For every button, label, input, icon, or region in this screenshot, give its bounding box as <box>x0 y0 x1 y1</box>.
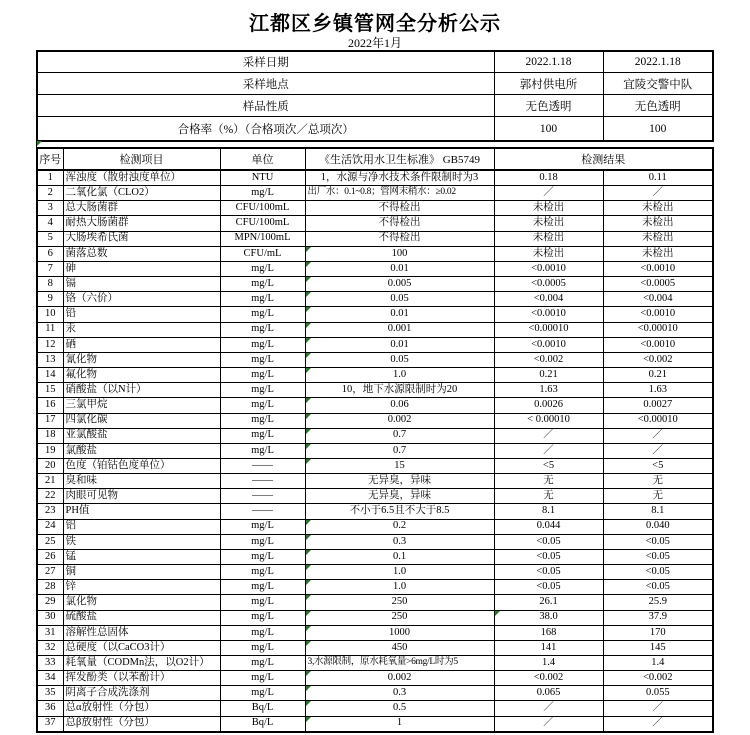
result-1: 1.4 <box>494 656 603 671</box>
item-name: 大肠埃希氏菌 <box>63 231 220 246</box>
result-1: 38.0 <box>494 610 603 625</box>
result-2: <0.05 <box>603 580 713 595</box>
item-name: 氯酸盐 <box>63 443 220 458</box>
header-result: 检测结果 <box>494 148 713 170</box>
sample-location-label: 采样地点 <box>37 73 494 95</box>
row-num: 25 <box>37 534 63 549</box>
header-unit: 单位 <box>220 148 305 170</box>
table-row <box>37 656 713 671</box>
result-2: <0.05 <box>603 534 713 549</box>
result-2: 0.040 <box>603 519 713 534</box>
item-name: 四氯化碳 <box>63 413 220 428</box>
table-row <box>37 610 713 625</box>
unit: mg/L <box>220 337 305 352</box>
unit: mg/L <box>220 565 305 580</box>
item-name: 菌落总数 <box>63 246 220 261</box>
unit: mg/L <box>220 428 305 443</box>
result-1: <0.05 <box>494 580 603 595</box>
standard: 1，水源与净水技术条件限制时为3 <box>305 170 494 186</box>
result-2: <0.0010 <box>603 261 713 276</box>
row-num: 1 <box>37 170 63 186</box>
standard: 15 <box>305 458 494 473</box>
item-name: 硫酸盐 <box>63 610 220 625</box>
result-1: 0.044 <box>494 519 603 534</box>
row-num: 34 <box>37 671 63 686</box>
standard: 0.01 <box>305 307 494 322</box>
row-num: 3 <box>37 201 63 216</box>
standard: 0.1 <box>305 549 494 564</box>
page-title: 江都区乡镇管网全分析公示 <box>249 13 501 35</box>
result-2: 未检出 <box>603 246 713 261</box>
result-2: <0.00010 <box>603 322 713 337</box>
table-row <box>37 595 713 610</box>
item-name: PH值 <box>63 504 220 519</box>
table-row <box>37 519 713 534</box>
sample-location-value-2: 宜陵交警中队 <box>603 73 713 95</box>
item-name: 二氧化氯（CLO2） <box>63 186 220 201</box>
unit: mg/L <box>220 368 305 383</box>
result-1: 未检出 <box>494 231 603 246</box>
unit: Bq/L <box>220 701 305 716</box>
unit: CFU/mL <box>220 246 305 261</box>
table-row <box>37 368 713 383</box>
table-row <box>37 489 713 504</box>
table-row <box>37 322 713 337</box>
result-2: ／ <box>603 428 713 443</box>
result-2: 170 <box>603 625 713 640</box>
sample-date-label: 采样日期 <box>37 51 494 73</box>
sample-property-value-1: 无色透明 <box>494 95 603 117</box>
result-1: <0.0005 <box>494 277 603 292</box>
standard: 出厂水：0.1~0.8；管网末稍水：≥0.02 <box>305 186 494 201</box>
report-month: 2022年1月 <box>347 36 402 50</box>
result-1: <0.05 <box>494 534 603 549</box>
row-num: 4 <box>37 216 63 231</box>
row-num: 14 <box>37 368 63 383</box>
result-1: 0.0026 <box>494 398 603 413</box>
result-2: 无 <box>603 474 713 489</box>
standard: 250 <box>305 595 494 610</box>
result-1: ／ <box>494 428 603 443</box>
result-2: <0.0005 <box>603 277 713 292</box>
item-name: 硝酸盐（以N计） <box>63 383 220 398</box>
standard: 100 <box>305 246 494 261</box>
item-name: 铬（六价） <box>63 292 220 307</box>
unit: MPN/100mL <box>220 231 305 246</box>
table-row <box>37 458 713 473</box>
table-row <box>37 277 713 292</box>
unit: mg/L <box>220 413 305 428</box>
table-row <box>37 246 713 261</box>
result-2: <0.00010 <box>603 413 713 428</box>
row-num: 32 <box>37 640 63 655</box>
table-row <box>37 443 713 458</box>
item-name: 阴离子合成洗涤剂 <box>63 686 220 701</box>
result-2: ／ <box>603 186 713 201</box>
result-2: 0.11 <box>603 170 713 186</box>
unit: mg/L <box>220 534 305 549</box>
item-name: 锌 <box>63 580 220 595</box>
unit: mg/L <box>220 307 305 322</box>
result-1: ／ <box>494 443 603 458</box>
standard: 450 <box>305 640 494 655</box>
unit: mg/L <box>220 261 305 276</box>
row-num: 15 <box>37 383 63 398</box>
standard: 3,水源限制，原水耗氧量>6mg/L时为5 <box>305 656 494 671</box>
result-1: <0.002 <box>494 671 603 686</box>
row-num: 20 <box>37 458 63 473</box>
result-1: 无 <box>494 489 603 504</box>
row-num: 35 <box>37 686 63 701</box>
unit: CFU/100mL <box>220 216 305 231</box>
result-2: 未检出 <box>603 216 713 231</box>
result-2: <0.002 <box>603 671 713 686</box>
table-row <box>37 428 713 443</box>
row-num: 21 <box>37 474 63 489</box>
item-name: 锰 <box>63 549 220 564</box>
result-2: 0.0027 <box>603 398 713 413</box>
item-name: 亚氯酸盐 <box>63 428 220 443</box>
results-body <box>37 170 713 732</box>
sample-property-label: 样品性质 <box>37 95 494 117</box>
unit: —— <box>220 474 305 489</box>
row-num: 37 <box>37 716 63 732</box>
row-num: 28 <box>37 580 63 595</box>
table-row <box>37 170 713 186</box>
table-row <box>37 580 713 595</box>
result-1: <0.002 <box>494 352 603 367</box>
unit: mg/L <box>220 640 305 655</box>
unit: mg/L <box>220 398 305 413</box>
row-num: 8 <box>37 277 63 292</box>
standard: 无异臭，异味 <box>305 474 494 489</box>
result-1: 0.18 <box>494 170 603 186</box>
item-name: 铜 <box>63 565 220 580</box>
item-name: 总α放射性（分包） <box>63 701 220 716</box>
unit: Bq/L <box>220 716 305 732</box>
standard: 1000 <box>305 625 494 640</box>
row-num: 10 <box>37 307 63 322</box>
standard: 0.01 <box>305 261 494 276</box>
unit: mg/L <box>220 322 305 337</box>
item-name: 臭和味 <box>63 474 220 489</box>
unit: CFU/100mL <box>220 201 305 216</box>
row-num: 27 <box>37 565 63 580</box>
result-2: <0.05 <box>603 565 713 580</box>
unit: mg/L <box>220 625 305 640</box>
unit: mg/L <box>220 610 305 625</box>
item-name: 铁 <box>63 534 220 549</box>
result-2: <0.05 <box>603 549 713 564</box>
result-1: < 0.00010 <box>494 413 603 428</box>
unit: —— <box>220 489 305 504</box>
result-2: ／ <box>603 701 713 716</box>
result-1: 未检出 <box>494 201 603 216</box>
result-1: ／ <box>494 701 603 716</box>
item-name: 浑浊度（散射浊度单位） <box>63 170 220 186</box>
standard: 不小于6.5且不大于8.5 <box>305 504 494 519</box>
table-row <box>37 640 713 655</box>
row-num: 22 <box>37 489 63 504</box>
pass-rate-value-2: 100 <box>603 117 713 142</box>
row-num: 2 <box>37 186 63 201</box>
result-1: ／ <box>494 186 603 201</box>
unit: mg/L <box>220 443 305 458</box>
row-num: 23 <box>37 504 63 519</box>
result-1: <0.05 <box>494 549 603 564</box>
item-name: 耐热大肠菌群 <box>63 216 220 231</box>
row-num: 13 <box>37 352 63 367</box>
item-name: 镉 <box>63 277 220 292</box>
sample-location-row <box>37 73 713 95</box>
result-1: 未检出 <box>494 216 603 231</box>
standard: 1.0 <box>305 368 494 383</box>
table-row <box>37 337 713 352</box>
table-row <box>37 231 713 246</box>
sample-date-value-1: 2022.1.18 <box>494 51 603 73</box>
result-2: 37.9 <box>603 610 713 625</box>
sample-date-row <box>37 51 713 73</box>
result-1: <0.00010 <box>494 322 603 337</box>
unit: mg/L <box>220 277 305 292</box>
standard: 0.3 <box>305 534 494 549</box>
table-row <box>37 216 713 231</box>
standard: 0.7 <box>305 443 494 458</box>
result-1: 无 <box>494 474 603 489</box>
row-num: 17 <box>37 413 63 428</box>
standard: 0.01 <box>305 337 494 352</box>
unit: mg/L <box>220 186 305 201</box>
result-2: <5 <box>603 458 713 473</box>
result-1: <0.05 <box>494 565 603 580</box>
item-name: 氟化物 <box>63 368 220 383</box>
row-num: 7 <box>37 261 63 276</box>
item-name: 汞 <box>63 322 220 337</box>
item-name: 总大肠菌群 <box>63 201 220 216</box>
unit: mg/L <box>220 656 305 671</box>
standard: 10，地下水源限制时为20 <box>305 383 494 398</box>
standard: 不得检出 <box>305 201 494 216</box>
item-name: 挥发酚类（以苯酚计） <box>63 671 220 686</box>
table-row <box>37 261 713 276</box>
result-1: ／ <box>494 716 603 732</box>
result-2: <0.0010 <box>603 337 713 352</box>
item-name: 耗氧量（CODMn法，以O2计） <box>63 656 220 671</box>
row-num: 33 <box>37 656 63 671</box>
item-name: 三氯甲烷 <box>63 398 220 413</box>
standard: 250 <box>305 610 494 625</box>
unit: mg/L <box>220 519 305 534</box>
standard: 1.0 <box>305 565 494 580</box>
pass-rate-label: 合格率（%）（合格项次／总项次） <box>37 117 494 142</box>
standard: 0.002 <box>305 413 494 428</box>
table-row <box>37 292 713 307</box>
pass-rate-row <box>37 117 713 142</box>
item-name: 色度（铂钴色度单位） <box>63 458 220 473</box>
result-1: 8.1 <box>494 504 603 519</box>
row-num: 6 <box>37 246 63 261</box>
result-2: 1.63 <box>603 383 713 398</box>
results-header <box>37 148 713 170</box>
table-row <box>37 671 713 686</box>
header-num: 序号 <box>37 148 63 170</box>
table-row <box>37 186 713 201</box>
excel-flag-triangle <box>37 141 42 146</box>
standard: 不得检出 <box>305 216 494 231</box>
row-num: 24 <box>37 519 63 534</box>
table-row <box>37 625 713 640</box>
standard: 0.001 <box>305 322 494 337</box>
row-num: 29 <box>37 595 63 610</box>
result-2: 25.9 <box>603 595 713 610</box>
table-row <box>37 701 713 716</box>
unit: mg/L <box>220 292 305 307</box>
sample-date-value-2: 2022.1.18 <box>603 51 713 73</box>
unit: mg/L <box>220 580 305 595</box>
standard: 0.002 <box>305 671 494 686</box>
row-num: 18 <box>37 428 63 443</box>
result-1: 未检出 <box>494 246 603 261</box>
table-row <box>37 474 713 489</box>
table-row <box>37 398 713 413</box>
row-num: 36 <box>37 701 63 716</box>
row-num: 19 <box>37 443 63 458</box>
item-name: 铅 <box>63 307 220 322</box>
row-num: 26 <box>37 549 63 564</box>
result-1: <5 <box>494 458 603 473</box>
unit: mg/L <box>220 595 305 610</box>
sample-property-row <box>37 95 713 117</box>
standard: 0.05 <box>305 352 494 367</box>
table-row <box>37 549 713 564</box>
unit: NTU <box>220 170 305 186</box>
result-2: 无 <box>603 489 713 504</box>
header-item: 检测项目 <box>63 148 220 170</box>
result-2: <0.0010 <box>603 307 713 322</box>
unit: mg/L <box>220 352 305 367</box>
standard: 1 <box>305 716 494 732</box>
result-2: ／ <box>603 716 713 732</box>
row-num: 9 <box>37 292 63 307</box>
table-row <box>37 201 713 216</box>
table-row <box>37 413 713 428</box>
result-1: <0.0010 <box>494 261 603 276</box>
item-name: 氯化物 <box>63 595 220 610</box>
unit: —— <box>220 458 305 473</box>
item-name: 肉眼可见物 <box>63 489 220 504</box>
result-1: <0.0010 <box>494 307 603 322</box>
table-row <box>37 565 713 580</box>
header-standard: 《生活饮用水卫生标准》 GB5749 <box>305 148 494 170</box>
standard: 0.5 <box>305 701 494 716</box>
result-2: 未检出 <box>603 231 713 246</box>
row-num: 16 <box>37 398 63 413</box>
unit: mg/L <box>220 686 305 701</box>
sample-location-value-1: 郭村供电所 <box>494 73 603 95</box>
result-1: <0.0010 <box>494 337 603 352</box>
sample-property-value-2: 无色透明 <box>603 95 713 117</box>
standard: 0.3 <box>305 686 494 701</box>
unit: mg/L <box>220 671 305 686</box>
table-row <box>37 352 713 367</box>
item-name: 氰化物 <box>63 352 220 367</box>
standard: 1.0 <box>305 580 494 595</box>
unit: mg/L <box>220 383 305 398</box>
result-2: ／ <box>603 443 713 458</box>
row-num: 30 <box>37 610 63 625</box>
standard: 0.7 <box>305 428 494 443</box>
pass-rate-value-1: 100 <box>494 117 603 142</box>
unit: mg/L <box>220 549 305 564</box>
sample-info-table <box>36 50 714 142</box>
standard: 无异臭，异味 <box>305 489 494 504</box>
table-row <box>37 716 713 732</box>
result-1: 1.63 <box>494 383 603 398</box>
row-num: 31 <box>37 625 63 640</box>
result-2: 8.1 <box>603 504 713 519</box>
standard: 不得检出 <box>305 231 494 246</box>
result-1: 26.1 <box>494 595 603 610</box>
row-num: 5 <box>37 231 63 246</box>
result-2: 1.4 <box>603 656 713 671</box>
result-2: 0.055 <box>603 686 713 701</box>
result-2: 0.21 <box>603 368 713 383</box>
standard: 0.06 <box>305 398 494 413</box>
result-1: 168 <box>494 625 603 640</box>
result-1: 0.21 <box>494 368 603 383</box>
table-row <box>37 534 713 549</box>
table-row <box>37 686 713 701</box>
result-1: <0.004 <box>494 292 603 307</box>
result-1: 141 <box>494 640 603 655</box>
unit: —— <box>220 504 305 519</box>
standard: 0.05 <box>305 292 494 307</box>
item-name: 铝 <box>63 519 220 534</box>
result-2: <0.002 <box>603 352 713 367</box>
row-num: 12 <box>37 337 63 352</box>
item-name: 溶解性总固体 <box>63 625 220 640</box>
result-1: 0.065 <box>494 686 603 701</box>
table-row <box>37 307 713 322</box>
result-2: <0.004 <box>603 292 713 307</box>
item-name: 硒 <box>63 337 220 352</box>
results-table <box>36 147 714 733</box>
result-2: 未检出 <box>603 201 713 216</box>
table-row <box>37 504 713 519</box>
item-name: 总β放射性（分包） <box>63 716 220 732</box>
row-num: 11 <box>37 322 63 337</box>
result-2: 145 <box>603 640 713 655</box>
item-name: 总硬度（以CaCO3计） <box>63 640 220 655</box>
table-row <box>37 383 713 398</box>
item-name: 砷 <box>63 261 220 276</box>
standard: 0.005 <box>305 277 494 292</box>
standard: 0.2 <box>305 519 494 534</box>
results-header-row <box>37 148 713 170</box>
